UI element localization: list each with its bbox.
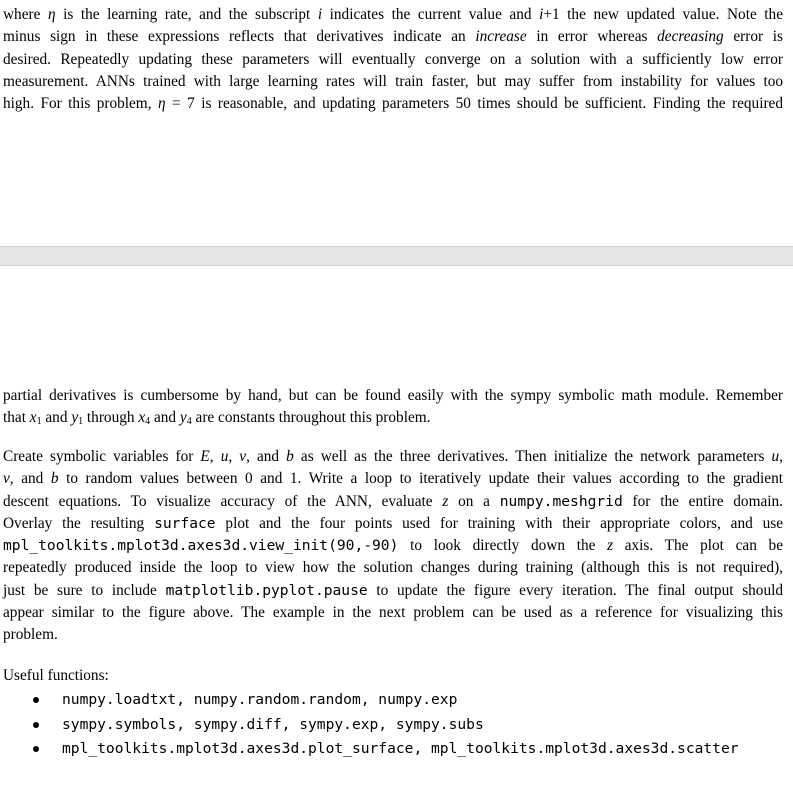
emphasis-increase: increase: [475, 28, 527, 46]
inline-code: mpl_toolkits.mplot3d.axes3d.view_init(90,-90): [3, 537, 399, 555]
text-line: desired. Repeatedly updating these parameters will eventually converge on a solution with a sufficiently low error: [3, 50, 783, 68]
learning-rate-paragraph: [3, 4, 783, 115]
inline-code: numpy.meshgrid: [499, 492, 623, 510]
continuation-paragraph: [3, 385, 783, 430]
text-line: partial derivatives is cumbersome by hand, but can be found easily with the sympy symbolic math module. Remember: [3, 387, 783, 404]
text-line: mpl_toolkits.mplot3d.axes3d.view_init(90,-90) to look directly down the z axis. The plot can be: [3, 537, 783, 555]
list-item: sympy.symbols, sympy.diff, sympy.exp, sympy.subs: [0, 713, 739, 738]
text-line: repeatedly produced inside the loop to view how the solution changes during training (although this is not required),: [3, 559, 783, 577]
list-item: mpl_toolkits.mplot3d.axes3d.plot_surface, mpl_toolkits.mplot3d.axes3d.scatter: [0, 737, 739, 762]
text-line: where η is the learning rate, and the subscript i indicates the current value and i+1 the new updated value. Note the: [3, 6, 783, 23]
text-line: problem.: [3, 626, 58, 644]
useful-functions-heading: Useful functions:: [3, 667, 109, 684]
eta-symbol: η: [47, 6, 56, 23]
list-item: numpy.loadtxt, numpy.random.random, numpy.exp: [0, 688, 739, 713]
bullet-icon: [33, 722, 39, 728]
document-page-top: [0, 0, 793, 246]
text-line: descent equations. To visualize accuracy of the ANN, evaluate z on a numpy.meshgrid for the entire domain.: [3, 492, 783, 510]
text-line: v, and b to random values between 0 and 1. Write a loop to iteratively update their values according to the gradient: [3, 470, 783, 488]
text-line: just be sure to include matplotlib.pyplot.pause to update the figure every iteration. The final output should: [3, 581, 783, 599]
instructions-paragraph: [3, 446, 783, 647]
text-line: appear similar to the figure above. The example in the next problem can be used as a reference for visualizing this: [3, 604, 783, 622]
text-line: minus sign in these expressions reflects that derivatives indicate an increase in error whereas decreasing error is: [3, 28, 783, 46]
inline-code: surface: [154, 514, 216, 532]
useful-functions-list: [0, 688, 739, 762]
page-break-separator: [0, 246, 793, 266]
eta-symbol: η: [157, 95, 166, 113]
inline-code: matplotlib.pyplot.pause: [165, 581, 368, 599]
text-line: that $x_1$ and $y_1$ through $x_4$ and $y_4$ are constants throughout this problem.: [3, 409, 431, 428]
emphasis-decreasing: decreasing: [657, 28, 724, 46]
text-line: measurement. ANNs trained with large learning rates will train faster, but may suffer from instability for values too: [3, 72, 783, 90]
document-page-bottom: [0, 266, 793, 791]
text-line: high. For this problem, η = 7 is reasonable, and updating parameters 50 times should be sufficient. Finding the required: [3, 95, 783, 113]
text-line: Create symbolic variables for E, u, v, and b as well as the three derivatives. Then initialize the network parameters u,: [3, 448, 783, 465]
bullet-icon: [33, 697, 39, 703]
bullet-icon: [33, 746, 39, 752]
text-line: Overlay the resulting surface plot and the four points used for training with their appropriate colors, and use: [3, 514, 783, 532]
